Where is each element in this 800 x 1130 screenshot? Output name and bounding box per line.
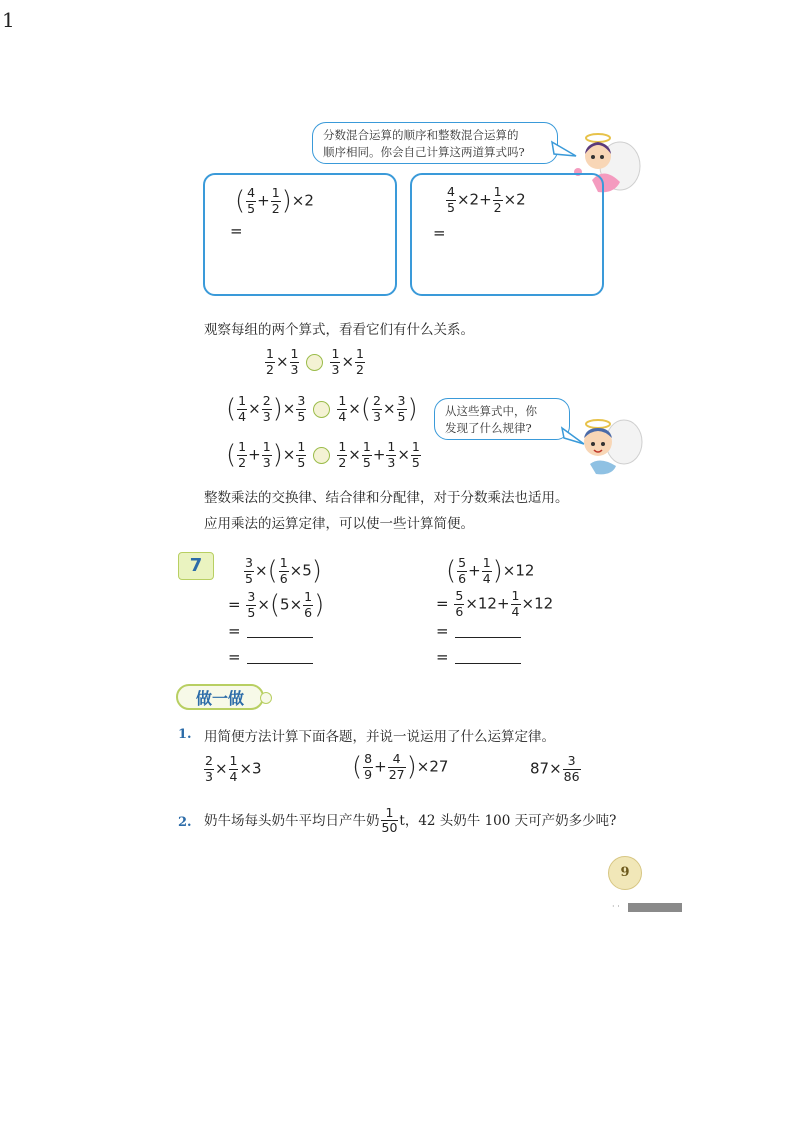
bubble-middle-line-1: 从这些算式中，你 bbox=[445, 404, 537, 418]
law-statement-2: 应用乘法的运算定律，可以使一些计算简便。 bbox=[204, 516, 474, 532]
example-left-line-2: = $\frac{3}{5}$ ×(5× $\frac{1}{6}$ ) bbox=[228, 589, 325, 620]
bubble-middle-line-2: 发现了什么规律? bbox=[445, 421, 532, 435]
problem-1-expr-a: $\frac{2}{3}$ × $\frac{1}{4}$ ×3 bbox=[205, 753, 262, 784]
eq-sign: = bbox=[436, 648, 449, 666]
speech-bubble-middle bbox=[434, 398, 570, 440]
page-number-badge: 9 bbox=[608, 856, 642, 890]
comparison-row-3: ( $\frac{1}{2}$ + $\frac{1}{3}$ )× $\frac{1}{5}$ $\frac{1}{2}$ × $\frac{1}{5}$ + $\frac{1}{3}$ × $\frac{1}{5}$ bbox=[226, 439, 420, 470]
compare-circle-2[interactable] bbox=[313, 401, 330, 418]
observe-instruction: 观察每组的两个算式，看看它们有什么关系。 bbox=[204, 322, 474, 338]
compare-circle-1[interactable] bbox=[306, 354, 323, 371]
equals-box-left: = bbox=[230, 222, 243, 240]
expr-box-right: $\frac{4}{5}$ ×2+ $\frac{1}{2}$ ×2 bbox=[447, 184, 526, 215]
example-left-line-1: $\frac{3}{5}$ ×( $\frac{1}{6}$ ×5) bbox=[245, 555, 322, 586]
compare-circle-3[interactable] bbox=[313, 447, 330, 464]
answer-blank[interactable] bbox=[247, 651, 313, 664]
example-right-line-1: ( $\frac{5}{6}$ + $\frac{1}{4}$ )×12 bbox=[446, 555, 535, 586]
footer-mark: · · bbox=[612, 902, 620, 911]
problem-2-text-after: t，42 头奶牛 100 天可产奶多少吨? bbox=[399, 813, 617, 829]
eq-sign: = bbox=[228, 622, 241, 640]
corner-page-mark: 1 bbox=[2, 8, 15, 32]
example-number-badge: 7 bbox=[178, 552, 214, 580]
answer-blank[interactable] bbox=[455, 651, 521, 664]
problem-1-number: 1. bbox=[178, 727, 192, 742]
eq-sign: = bbox=[228, 595, 241, 614]
problem-1-expr-b: ( $\frac{8}{9}$ + $\frac{4}{27}$ )×27 bbox=[352, 751, 449, 782]
comparison-row-1: $\frac{1}{2}$ × $\frac{1}{3}$ $\frac{1}{3}$ × $\frac{1}{2}$ bbox=[266, 346, 364, 377]
speech-bubble-top bbox=[312, 122, 558, 164]
example-left-line-3 bbox=[228, 622, 313, 640]
problem-2-text: 奶牛场每头奶牛平均日产牛奶 $\frac{1}{50}$ t，42 头奶牛 100 天可产奶多少吨? bbox=[204, 804, 617, 835]
equals-box-right: = bbox=[433, 224, 446, 242]
bubble-top-line-1: 分数混合运算的顺序和整数混合运算的 bbox=[323, 128, 519, 142]
eq-sign: = bbox=[436, 594, 449, 613]
angel-boy-illustration bbox=[570, 408, 646, 480]
example-right-line-2: = $\frac{5}{6}$ ×12+ $\frac{1}{4}$ ×12 bbox=[436, 588, 554, 619]
eq-sign: = bbox=[436, 622, 449, 640]
eq-sign: = bbox=[228, 648, 241, 666]
comparison-row-2: ( $\frac{1}{4}$ × $\frac{2}{3}$ )× $\frac{3}{5}$ $\frac{1}{4}$ ×( $\frac{2}{3}$ × $\frac{3}{5}$ ) bbox=[226, 393, 418, 424]
problem-1-text: 用简便方法计算下面各题，并说一说运用了什么运算定律。 bbox=[204, 729, 555, 745]
answer-blank[interactable] bbox=[455, 625, 521, 638]
example-right-line-4 bbox=[436, 648, 521, 666]
expr-box-left: ( $\frac{4}{5}$ + $\frac{1}{2}$ )×2 bbox=[235, 185, 314, 216]
problem-2-text-before: 奶牛场每头奶牛平均日产牛奶 bbox=[204, 813, 380, 829]
problem-1-expr-c: 87× $\frac{3}{86}$ bbox=[530, 753, 580, 784]
problem-2-number: 2. bbox=[178, 815, 192, 830]
do-it-dot bbox=[260, 692, 272, 704]
law-statement-1: 整数乘法的交换律、结合律和分配律，对于分数乘法也适用。 bbox=[204, 490, 569, 506]
answer-blank[interactable] bbox=[247, 625, 313, 638]
example-right-line-3 bbox=[436, 622, 521, 640]
example-left-line-4 bbox=[228, 648, 313, 666]
bubble-top-line-2: 顺序相同。你会自己计算这两道算式吗? bbox=[323, 145, 525, 159]
footer-bar bbox=[628, 903, 682, 912]
do-it-section-label: 做一做 bbox=[176, 684, 264, 710]
